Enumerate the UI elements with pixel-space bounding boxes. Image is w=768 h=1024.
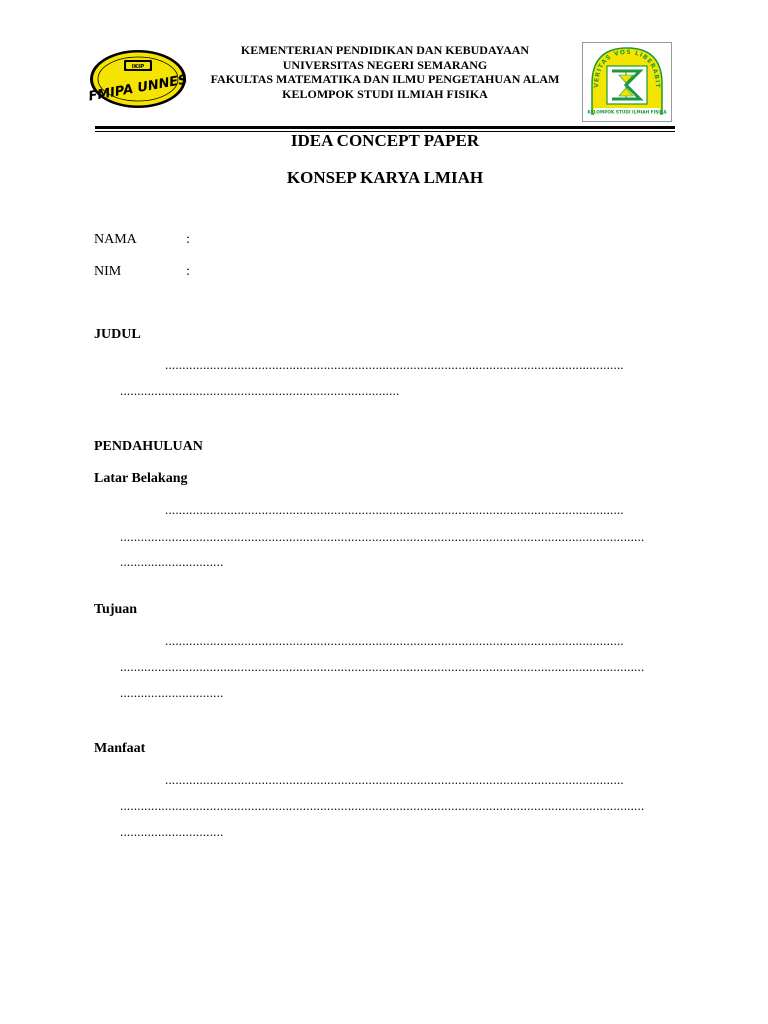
manfaat-line-2: ........................................................................................................................................................ [120, 798, 645, 813]
nama-colon: : [186, 232, 190, 247]
ministry-line: KEMENTERIAN PENDIDIKAN DAN KEBUDAYAAN [240, 43, 530, 57]
tujuan-line-1: ..................................................................................................................................... [165, 633, 624, 648]
latar-belakang-line-1: ..................................................................................................................................... [165, 502, 624, 517]
header-divider-thick [95, 126, 675, 129]
latar-belakang-line-2: ........................................................................................................................................................ [120, 529, 645, 544]
logo-badge-text: IKIP [131, 64, 145, 70]
tujuan-heading: Tujuan [94, 602, 138, 617]
judul-line-2: ................................................................................. [120, 383, 400, 398]
fmipa-unnes-logo [88, 48, 188, 110]
judul-line-1: ..................................................................................................................................... [165, 357, 624, 372]
tujuan-line-3: .............................. [120, 685, 224, 700]
tujuan-line-2: ........................................................................................................................................................ [120, 659, 645, 674]
manfaat-heading: Manfaat [94, 741, 146, 756]
group-line: KELOMPOK STUDI ILMIAH FISIKA [282, 86, 488, 101]
document-title: IDEA CONCEPT PAPER [290, 131, 480, 150]
latar-belakang-heading: Latar Belakang [94, 471, 188, 486]
faculty-line: FAKULTAS MATEMATIKA DAN ILMU PENGETAHUAN ALAM [210, 72, 560, 86]
logo-right-bottom-text: KELOMPOK STUDI ILMIAH FISIKA [587, 110, 667, 116]
ksif-logo [582, 42, 672, 122]
latar-belakang-line-3: .............................. [120, 554, 224, 569]
institution-header [190, 43, 580, 101]
logo-left-text: FMIPA UNNES [87, 72, 189, 105]
nim-colon: : [186, 264, 190, 279]
judul-heading: JUDUL [94, 327, 141, 342]
document-subtitle: KONSEP KARYA LMIAH [286, 168, 484, 187]
manfaat-line-1: ..................................................................................................................................... [165, 772, 624, 787]
nim-label: NIM [94, 264, 122, 279]
manfaat-line-3: .............................. [120, 824, 224, 839]
university-line: UNIVERSITAS NEGERI SEMARANG [282, 57, 488, 72]
logo-motto-text: VERITAS VOS LIBERABIT [592, 48, 662, 89]
pendahuluan-heading: PENDAHULUAN [94, 439, 203, 454]
nama-label: NAMA [94, 232, 137, 247]
